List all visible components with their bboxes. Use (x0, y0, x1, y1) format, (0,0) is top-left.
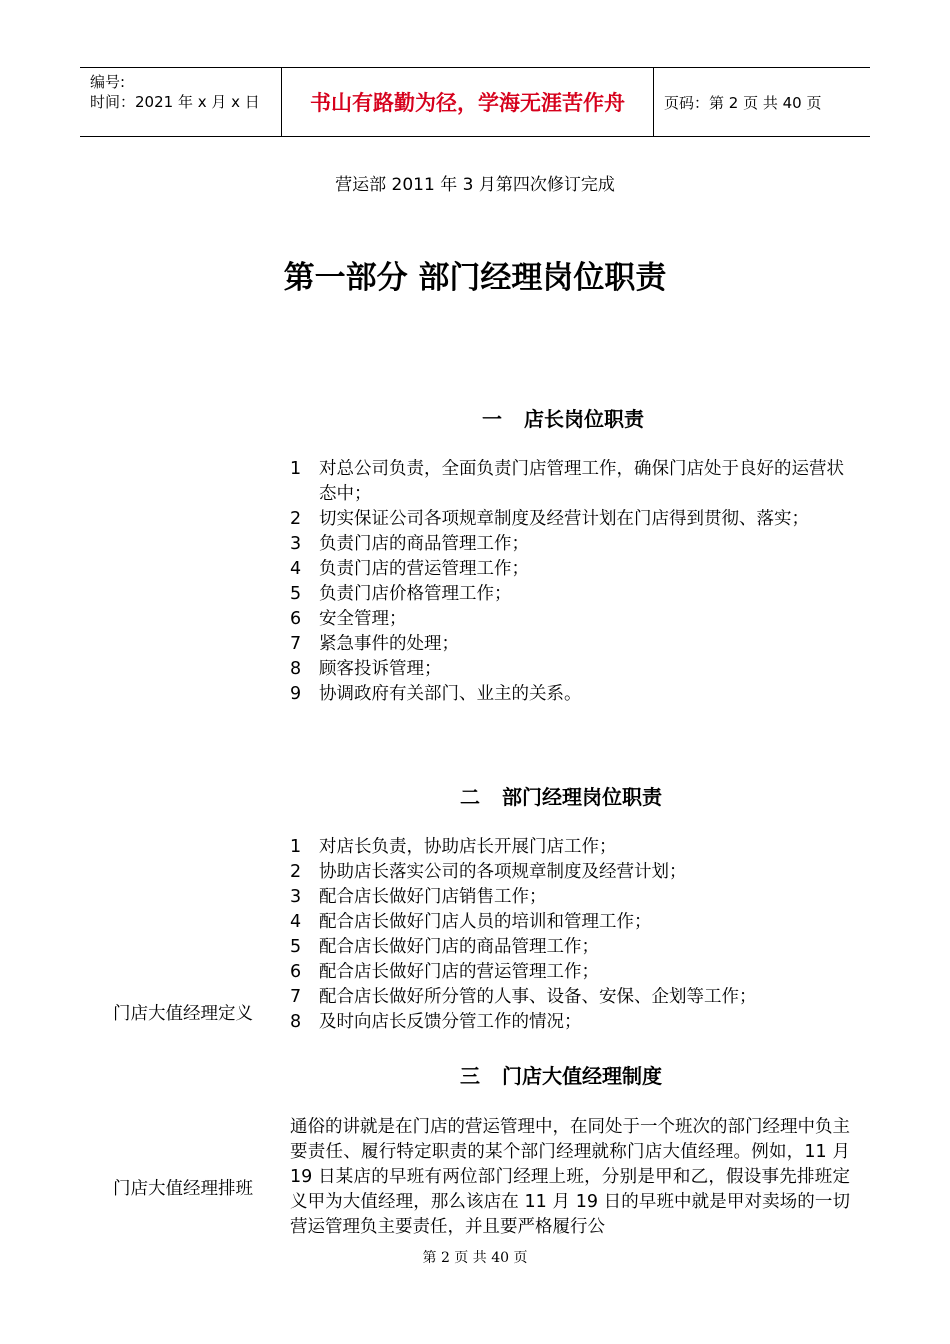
side-label-definition: 门店大值经理定义 (113, 1004, 253, 1024)
section-1-heading (482, 403, 644, 432)
list-item (290, 607, 860, 632)
section-2-list (290, 835, 860, 1035)
list-item-number: 7 (290, 987, 302, 1007)
list-item (290, 632, 860, 657)
list-item-number: 2 (290, 862, 302, 882)
list-item-number: 7 (290, 634, 302, 654)
page-header (80, 67, 870, 137)
section-2-number: 二 (460, 785, 480, 809)
list-item (290, 960, 860, 985)
section-1-list (290, 457, 860, 707)
list-item-text: 负责门店的营运管理工作； (319, 559, 529, 579)
list-item-text: 协助店长落实公司的各项规章制度及经营计划； (319, 862, 687, 882)
list-item-text: 配合店长做好门店人员的培训和管理工作； (319, 912, 652, 932)
section-3-heading (460, 1060, 662, 1089)
list-item-text: 对店长负责，协助店长开展门店工作； (319, 837, 617, 857)
header-motto: 书山有路勤为径，学海无涯苦作舟 (281, 68, 654, 136)
document-time-label: 时间：2021 年 x 月 x 日 (90, 93, 260, 111)
list-item (290, 860, 860, 885)
side-label-scheduling: 门店大值经理排班 (113, 1179, 253, 1199)
list-item-number: 4 (290, 559, 302, 579)
list-item (290, 910, 860, 935)
list-item-text: 配合店长做好门店销售工作； (319, 887, 547, 907)
list-item-text: 配合店长做好门店的营运管理工作； (319, 962, 599, 982)
list-item (290, 557, 860, 582)
list-item (290, 507, 860, 532)
revision-note: 营运部 2011 年 3 月第四次修订完成 (335, 175, 615, 195)
list-item-number: 2 (290, 509, 302, 529)
list-item (290, 1010, 860, 1035)
section-2-heading (460, 781, 662, 810)
header-page-label: 页码：第 2 页 共 40 页 (664, 93, 822, 112)
list-item (290, 885, 860, 910)
list-item-number: 9 (290, 684, 302, 704)
section-3-number: 三 (460, 1064, 480, 1088)
list-item-number: 5 (290, 937, 302, 957)
list-item (290, 657, 860, 682)
list-item-number: 8 (290, 1012, 302, 1032)
section-2-title: 部门经理岗位职责 (502, 785, 662, 809)
list-item-number: 5 (290, 584, 302, 604)
list-item-number: 6 (290, 609, 302, 629)
list-item (290, 457, 860, 507)
list-item-text: 负责门店价格管理工作； (319, 584, 512, 604)
list-item-text: 顾客投诉管理； (319, 659, 442, 679)
list-item-number: 1 (290, 837, 302, 857)
list-item-text: 紧急事件的处理； (319, 634, 459, 654)
list-item-number: 3 (290, 534, 302, 554)
list-item (290, 682, 860, 707)
part-title: 第一部分 部门经理岗位职责 (283, 260, 667, 296)
document-number-label: 编号: (90, 73, 126, 91)
list-item-text: 对总公司负责，全面负责门店管理工作，确保门店处于良好的运营状态中； (319, 459, 844, 504)
list-item-text: 切实保证公司各项规章制度及经营计划在门店得到贯彻、落实； (319, 509, 809, 529)
list-item-text: 及时向店长反馈分管工作的情况； (319, 1012, 582, 1032)
list-item-number: 8 (290, 659, 302, 679)
section-3-title: 门店大值经理制度 (502, 1064, 662, 1088)
list-item-number: 4 (290, 912, 302, 932)
list-item (290, 582, 860, 607)
page-footer: 第 2 页 共 40 页 (422, 1250, 528, 1266)
list-item-text: 安全管理； (319, 609, 407, 629)
section-3-paragraph: 通俗的讲就是在门店的营运管理中，在同处于一个班次的部门经理中负主要责任、履行特定职责的某个部门经理就称门店大值经理。例如，11 月 19 日某店的早班有两位部门经理上班，分别是甲和乙，假设事先排班定义甲为大值经理，那么该店在 11 月 19 日的早班中就是甲对卖场的一切营运管理负主要责任，并且要严格履行公 (290, 1117, 850, 1237)
list-item-text: 负责门店的商品管理工作； (319, 534, 529, 554)
section-1-title: 店长岗位职责 (524, 407, 644, 431)
list-item-number: 1 (290, 459, 302, 479)
list-item-text: 协调政府有关部门、业主的关系。 (319, 684, 582, 704)
list-item (290, 935, 860, 960)
list-item (290, 532, 860, 557)
section-1-number: 一 (482, 407, 502, 431)
list-item-text: 配合店长做好所分管的人事、设备、安保、企划等工作； (319, 987, 757, 1007)
list-item (290, 835, 860, 860)
header-meta (80, 68, 281, 136)
list-item-number: 3 (290, 887, 302, 907)
list-item (290, 985, 860, 1010)
list-item-number: 6 (290, 962, 302, 982)
list-item-text: 配合店长做好门店的商品管理工作； (319, 937, 599, 957)
